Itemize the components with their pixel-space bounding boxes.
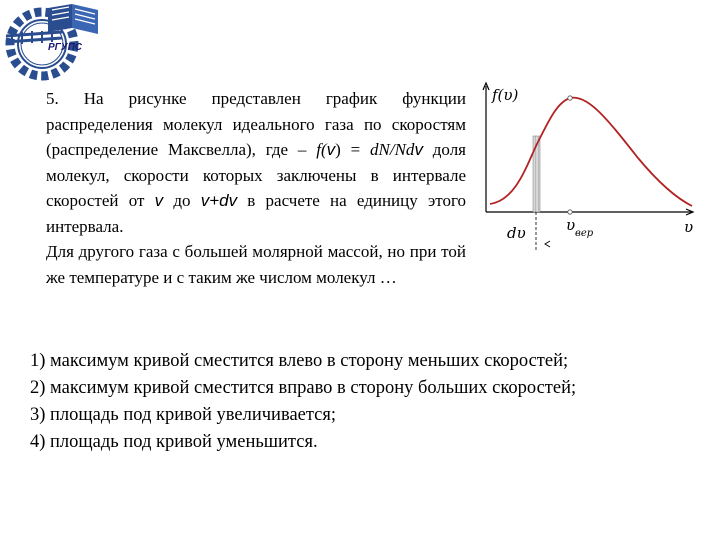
answer-option-3[interactable]: 3) площадь под кривой увеличивается; — [30, 405, 337, 425]
formula-f: f( — [316, 140, 327, 159]
university-logo — [2, 2, 106, 82]
vver-marker — [568, 210, 572, 214]
y-axis-label: f(υ) — [492, 86, 519, 104]
problem-after-formula: доля молекул, скорости которых заключены в интервале скоростей от — [46, 140, 466, 210]
x-axis — [486, 209, 693, 215]
answer-option-1[interactable]: 1) максимум кривой сместится влево в сторону меньших скоростей; — [30, 351, 569, 371]
v-to-v: v — [228, 191, 238, 210]
problem-statement — [46, 86, 466, 290]
to-word: до — [163, 191, 201, 210]
x-axis-label: υ — [684, 218, 694, 236]
vver-label — [566, 216, 594, 239]
v-to: v+d — [200, 191, 229, 210]
dv-bracket-mark — [545, 241, 550, 247]
problem-question: Для другого газа с большей молярной массой, но при той же температуре и с таким же числом молекул … — [46, 242, 466, 287]
vver-main: υ — [566, 216, 576, 234]
problem-tail: в расчете на единицу этого интервала. — [46, 191, 467, 236]
answer-options — [30, 348, 710, 456]
vver-subscript: вер — [575, 228, 594, 239]
distribution-curve — [490, 98, 692, 206]
peak-marker — [568, 96, 572, 100]
logo-text: РГУПС — [48, 42, 82, 53]
problem-paragraph — [46, 86, 466, 239]
book-icon — [48, 4, 98, 34]
formula-v: v — [326, 140, 336, 159]
dv-strip — [533, 136, 540, 212]
answer-option-2[interactable]: 2) максимум кривой сместится вправо в сторону больших скоростей; — [30, 378, 577, 398]
y-axis — [483, 83, 489, 212]
formula-v-denominator: v — [414, 140, 423, 159]
maxwell-graph — [478, 80, 700, 260]
formula-eq: ) = — [335, 140, 371, 159]
formula-rhs: dN/Nd — [370, 140, 415, 159]
dv-label: dυ — [507, 224, 526, 242]
v-from: v — [154, 191, 164, 210]
answer-option-4[interactable]: 4) площадь под кривой уменьшится. — [30, 432, 318, 452]
problem-intro: 5. На рисунке представлен график функции распределения молекул идеального газа по скоростям (распределение Максвелла), где – — [46, 89, 466, 159]
